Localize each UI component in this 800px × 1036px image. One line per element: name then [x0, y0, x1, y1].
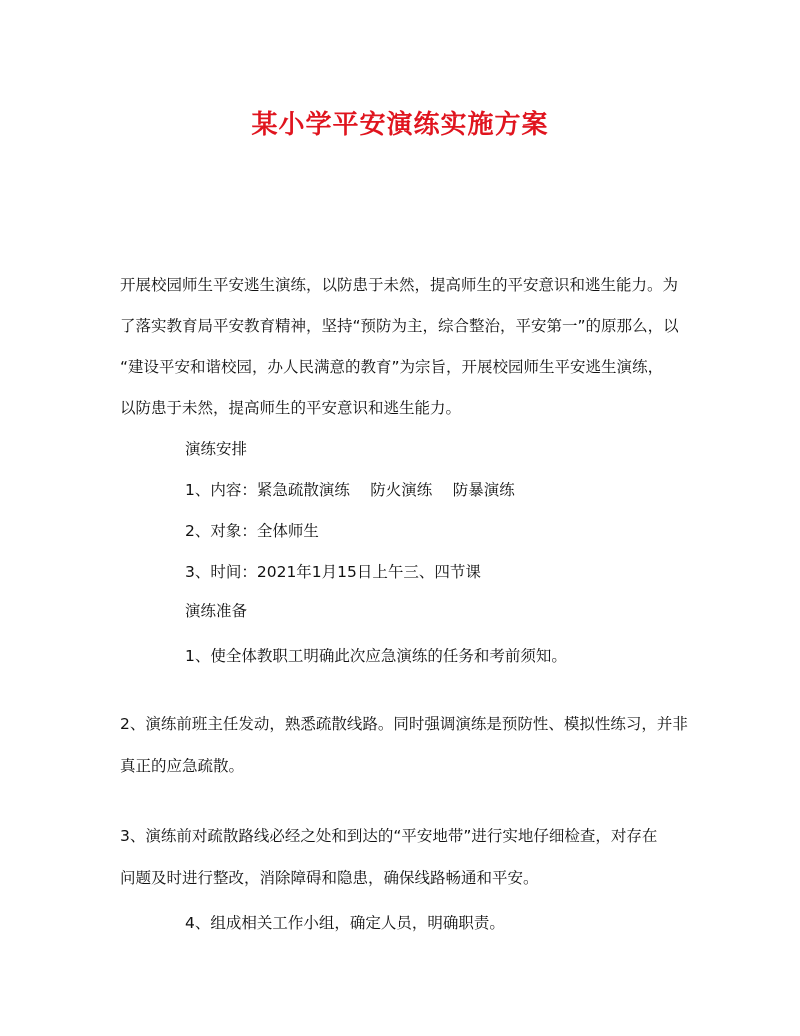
preparation-item-2-line-2: 真正的应急疏散。 — [120, 757, 245, 775]
preparation-item-4: 4、组成相关工作小组，确定人员，明确职责。 — [185, 914, 505, 932]
preparation-item-3-line-2: 问题及时进行整改，消除障碍和隐患，确保线路畅通和平安。 — [120, 869, 539, 887]
preparation-item-2-line-1: 2、演练前班主任发动，熟悉疏散线路。同时强调演练是预防性、模拟性练习，并非 — [120, 715, 688, 733]
arrangement-item-content: 1、内容：紧急疏散演练 防火演练 防暴演练 — [185, 481, 515, 499]
preparation-item-1: 1、使全体教职工明确此次应急演练的任务和考前须知。 — [185, 647, 567, 665]
section-heading-preparation: 演练准备 — [185, 602, 248, 620]
preparation-item-3-line-1: 3、演练前对疏散路线必经之处和到达的“平安地带”进行实地仔细检查，对存在 — [120, 827, 658, 845]
intro-line-1: 开展校园师生平安逃生演练，以防患于未然，提高师生的平安意识和逃生能力。为 — [120, 276, 679, 294]
intro-line-2: 了落实教育局平安教育精神，坚持“预防为主，综合整治，平安第一”的原那么，以 — [120, 317, 679, 335]
document-title: 某小学平安演练实施方案 — [251, 110, 549, 140]
arrangement-item-time: 3、时间：2021年1月15日上午三、四节课 — [185, 563, 481, 581]
arrangement-item-target: 2、对象：全体师生 — [185, 522, 319, 540]
section-heading-arrangement: 演练安排 — [185, 440, 248, 458]
intro-line-4: 以防患于未然，提高师生的平安意识和逃生能力。 — [120, 399, 462, 417]
intro-line-3: “建设平安和谐校园，办人民满意的教育”为宗旨，开展校园师生平安逃生演练， — [120, 358, 664, 376]
